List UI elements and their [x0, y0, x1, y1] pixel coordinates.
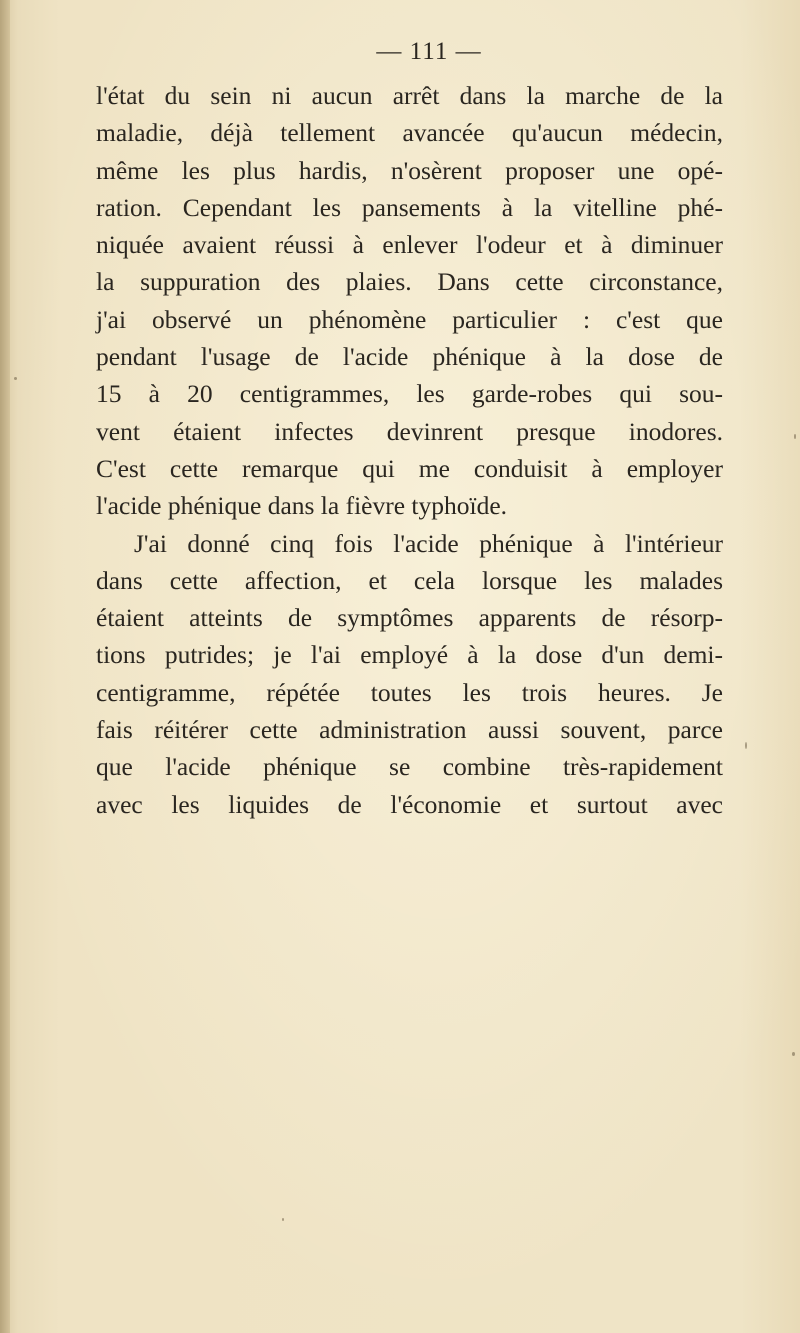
- text-line: centigramme, répétée toutes les trois heures. Je: [96, 677, 723, 707]
- page-gutter-shadow: [0, 0, 10, 1333]
- text-line: l'acide phénique dans la fièvre typhoïde.: [96, 491, 508, 521]
- paper-speck: [745, 742, 747, 749]
- text-line: la suppuration des plaies. Dans cette circonstance,: [96, 267, 723, 297]
- text-line: maladie, déjà tellement avancée qu'aucun médecin,: [96, 118, 723, 148]
- text-line: que l'acide phénique se combine très-rapidement: [96, 752, 723, 782]
- paper-speck: [792, 1052, 795, 1056]
- page-number: — 111 —: [376, 38, 482, 65]
- text-line: avec les liquides de l'économie et surtout avec: [96, 789, 723, 819]
- text-line: dans cette affection, et cela lorsque les malades: [96, 565, 723, 595]
- paper-speck: [282, 1218, 284, 1221]
- text-line: C'est cette remarque qui me conduisit à employer: [96, 453, 723, 483]
- text-line: niquée avaient réussi à enlever l'odeur et à diminuer: [96, 230, 723, 260]
- paper-speck: [794, 434, 796, 439]
- text-line: fais réitérer cette administration aussi souvent, parce: [96, 715, 723, 745]
- text-line: 15 à 20 centigrammes, les garde-robes qui sou-: [96, 379, 723, 409]
- text-line: l'état du sein ni aucun arrêt dans la marche de la: [96, 81, 723, 110]
- text-line: tions putrides; je l'ai employé à la dose d'un demi-: [96, 640, 723, 670]
- text-line: pendant l'usage de l'acide phénique à la dose de: [96, 342, 723, 372]
- text-line: j'ai observé un phénomène particulier : c'est que: [96, 304, 723, 334]
- paper-speck: [14, 377, 17, 380]
- text-line: vent étaient infectes devinrent presque inodores.: [96, 416, 723, 446]
- text-line: étaient atteints de symptômes apparents de résorp-: [96, 603, 723, 633]
- text-line: même les plus hardis, n'osèrent proposer une opé-: [96, 155, 723, 185]
- text-line: J'ai donné cinq fois l'acide phénique à l'intérieur: [134, 528, 723, 558]
- body-text: [96, 77, 723, 823]
- text-line: ration. Cependant les pansements à la vitelline phé-: [96, 192, 723, 222]
